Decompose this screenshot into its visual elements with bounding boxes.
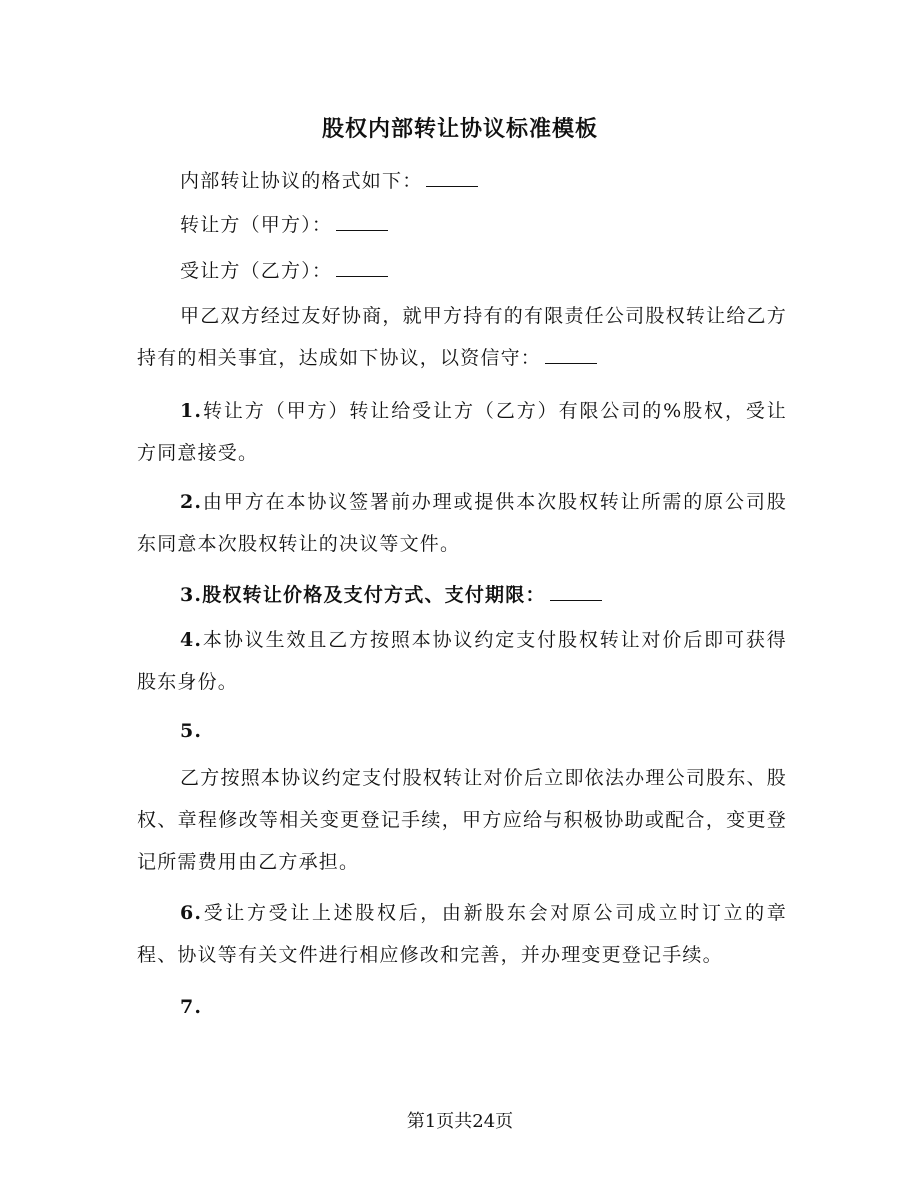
clause-5-body	[137, 757, 787, 883]
page-indicator: 第1页共24页	[406, 1111, 514, 1132]
fill-blank	[545, 345, 597, 364]
clause-text: 乙方按照本协议约定支付股权转让对价后立即依法办理公司股东、股权、章程修改等相关变更登记手续，甲方应给与积极协助或配合，变更登记所需费用由乙方承担。	[137, 767, 787, 873]
clause-6	[137, 892, 787, 976]
fill-blank	[426, 168, 478, 187]
clause-number: 3.	[180, 584, 203, 606]
clause-number: 6.	[180, 902, 203, 924]
clause-5	[137, 710, 787, 752]
party-a-line	[137, 204, 787, 246]
clause-text: 受让方受让上述股权后，由新股东会对原公司成立时订立的章程、协议等有关文件进行相应修改和完善，并办理变更登记手续。	[137, 902, 787, 966]
clause-7	[137, 986, 787, 1028]
clause-number: 2.	[180, 491, 203, 513]
party-b-label: 受让方（乙方）：	[180, 260, 333, 282]
format-intro-line	[137, 160, 787, 202]
clause-number: 1.	[180, 400, 203, 422]
party-b-line	[137, 250, 787, 292]
format-intro-text: 内部转让协议的格式如下：	[180, 170, 423, 192]
clause-text: 股权转让价格及支付方式、支付期限：	[202, 584, 546, 606]
clause-number: 5.	[180, 720, 203, 742]
clause-text: 本协议生效且乙方按照本协议约定支付股权转让对价后即可获得股东身份。	[137, 629, 787, 693]
document-title: 股权内部转让协议标准模板	[321, 116, 598, 142]
clause-number: 4.	[180, 629, 203, 651]
fill-blank	[550, 582, 602, 601]
clause-text: 由甲方在本协议签署前办理或提供本次股权转让所需的原公司股东同意本次股权转让的决议等文件。	[137, 491, 787, 555]
preamble-text: 甲乙双方经过友好协商，就甲方持有的有限责任公司股权转让给乙方持有的相关事宜，达成如下协议，以资信守：	[137, 305, 787, 369]
clause-text: 转让方（甲方）转让给受让方（乙方）有限公司的%股权，受让方同意接受。	[137, 400, 787, 464]
clause-number: 7.	[180, 996, 203, 1018]
fill-blank	[336, 212, 388, 231]
clause-1	[137, 390, 787, 474]
fill-blank	[336, 258, 388, 277]
clause-3	[137, 574, 787, 616]
clause-4	[137, 619, 787, 703]
preamble-paragraph	[137, 295, 787, 379]
party-a-label: 转让方（甲方）：	[180, 214, 333, 236]
clause-2	[137, 481, 787, 565]
